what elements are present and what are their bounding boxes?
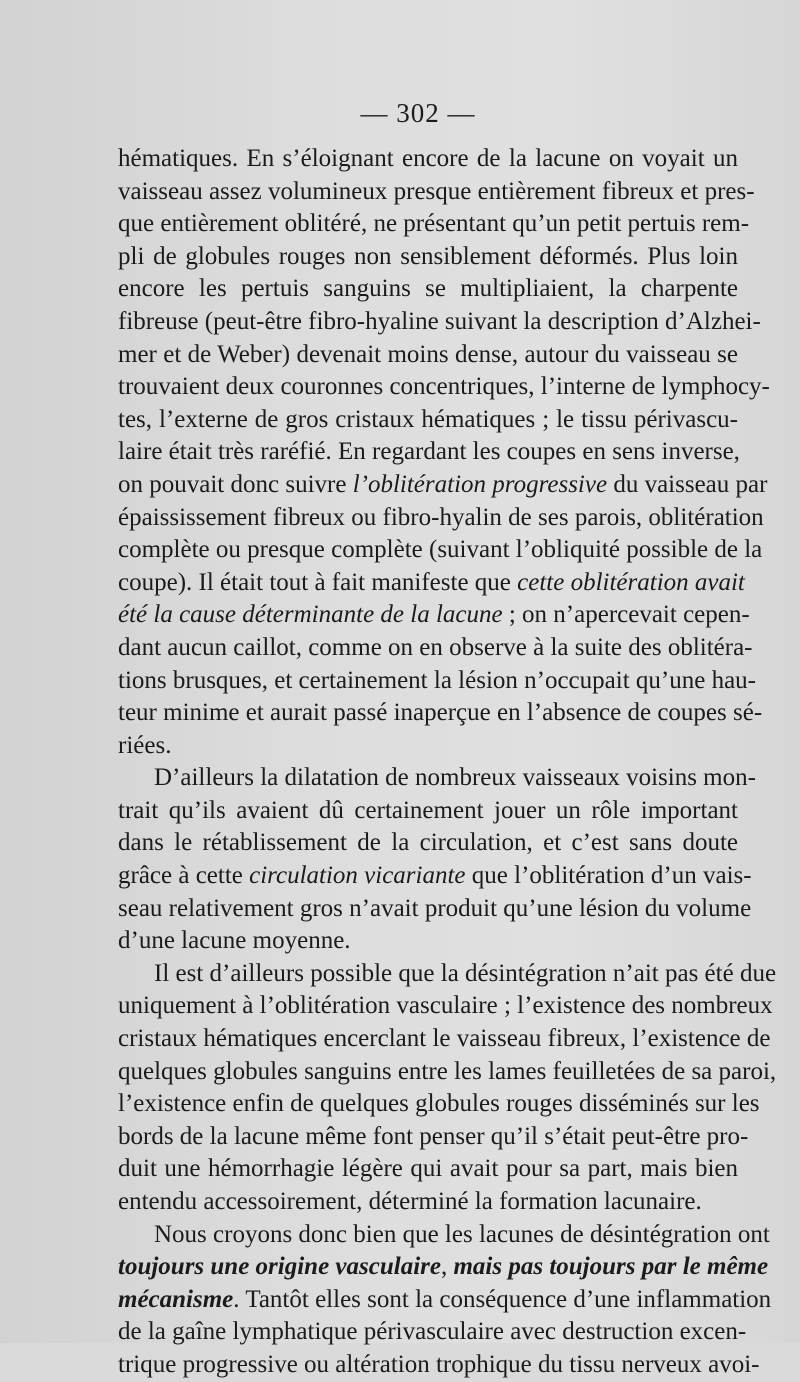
- text-line: [118, 1088, 760, 1121]
- text-line: [118, 1251, 769, 1284]
- text-run: D’ailleurs la dilatation de nombreux vaisseaux voisins mon-: [154, 764, 756, 792]
- text-line: [118, 1186, 738, 1219]
- text-line: [118, 860, 752, 893]
- text-line: [118, 1121, 749, 1154]
- text-run: ,: [440, 1253, 454, 1281]
- text-run: coupe). Il était tout à fait manifeste que: [118, 568, 518, 596]
- text-run: trait qu’ils avaient dû certainement jouer un rôle important: [118, 796, 738, 824]
- text-line: [118, 241, 738, 274]
- text-run: de la gaîne lymphatique périvasculaire avec destruction excen-: [118, 1318, 747, 1346]
- emphasis-run: mais pas toujours par le même: [453, 1253, 769, 1281]
- emphasis-run: été la cause déterminante de la lacune: [118, 601, 503, 629]
- text-line: [118, 1056, 777, 1089]
- emphasis-run: mécanisme: [118, 1285, 234, 1313]
- text-run: d’une lacune moyenne.: [118, 927, 351, 955]
- text-line: [118, 795, 738, 828]
- text-line: [118, 273, 738, 306]
- text-line: [118, 1153, 738, 1186]
- text-line: [118, 1316, 747, 1349]
- text-run: duit une hémorrhagie légère qui avait pour sa part, mais bien: [118, 1155, 738, 1183]
- text-line: [118, 176, 755, 209]
- text-run: tes, l’externe de gros cristaux hématiques ; le tissu périvascu-: [118, 405, 738, 433]
- text-run: que entièrement oblitéré, ne présentant qu’un petit pertuis rem-: [118, 210, 750, 238]
- text-line: [118, 306, 761, 339]
- text-run: hématiques. En s’éloignant encore de la lacune on voyait un: [118, 145, 738, 172]
- text-run: l’existence enfin de quelques globules rouges disséminés sur les: [118, 1090, 760, 1118]
- text-line: [118, 534, 763, 567]
- text-run: encore les pertuis sanguins se multipliaient, la charpente: [118, 275, 738, 303]
- text-line: [118, 469, 768, 502]
- text-run: ; on n’apercevait cepen-: [502, 601, 750, 629]
- text-line: [118, 502, 764, 535]
- text-line: [118, 990, 773, 1023]
- text-run: du vaisseau par: [607, 470, 768, 498]
- text-run: on pouvait donc suivre: [118, 470, 353, 498]
- text-line: [118, 925, 738, 958]
- text-run: grâce à cette: [118, 862, 250, 890]
- text-line: [118, 436, 738, 469]
- text-line: [118, 827, 738, 860]
- text-run: Nous croyons donc bien que les lacunes de désintégration ont: [154, 1220, 770, 1248]
- text-run: trique progressive ou altération trophique du tissu nerveux avoi-: [118, 1350, 760, 1378]
- text-run: dans le rétablissement de la circulation, et c’est sans doute: [118, 829, 738, 857]
- text-line: [118, 665, 756, 698]
- text-line: [118, 893, 752, 926]
- text-run: que l’oblitération d’un vais-: [465, 862, 752, 890]
- text-line: [118, 1023, 771, 1056]
- text-line: [118, 208, 750, 241]
- text-run: laire était très raréfié. En regardant les coupes en sens inverse,: [118, 438, 740, 466]
- text-line: [118, 404, 738, 437]
- emphasis-run: circulation vicariante: [249, 862, 466, 890]
- text-run: entendu accessoirement, déterminé la formation lacunaire.: [118, 1188, 702, 1215]
- text-line: [118, 762, 756, 795]
- text-run: . Tantôt elles sont la conséquence d’une inflammation: [233, 1285, 772, 1313]
- emphasis-run: toujours une origine vasculaire: [118, 1253, 441, 1281]
- text-run: fibreuse (peut-être fibro-hyaline suivant la description d’Alzhei-: [118, 307, 761, 335]
- page-number: — 302 —: [360, 98, 476, 128]
- emphasis-run: cette oblitération avait: [517, 568, 745, 596]
- text-run: pli de globules rouges non sensiblement déformés. Plus loin: [118, 242, 738, 270]
- text-line: [118, 371, 770, 404]
- text-run: Il est d’ailleurs possible que la désintégration n’ait pas été due: [154, 959, 777, 987]
- text-run: bords de la lacune même font penser qu’il s’était peut-être pro-: [118, 1122, 749, 1150]
- text-run: mer et de Weber) devenait moins dense, autour du vaisseau se: [118, 340, 738, 368]
- text-run: cristaux hématiques encerclant le vaisseau fibreux, l’existence de: [118, 1025, 771, 1053]
- text-line: [118, 730, 738, 763]
- text-run: uniquement à l’oblitération vasculaire ; l’existence des nombreux: [118, 992, 773, 1020]
- text-line: [118, 567, 745, 600]
- text-run: quelques globules sanguins entre les lames feuilletées de sa paroi,: [118, 1057, 777, 1085]
- text-run: complète ou presque complète (suivant l’obliquité possible de la: [118, 536, 763, 564]
- text-run: seau relativement gros n’avait produit qu’une lésion du volume: [118, 894, 752, 922]
- text-line: [118, 599, 750, 632]
- text-line: [118, 1349, 760, 1382]
- text-line: [118, 143, 738, 176]
- text-line: [118, 632, 753, 665]
- text-line: [118, 1284, 772, 1317]
- text-run: teur minime et aurait passé inaperçue en l’absence de coupes sé-: [118, 699, 763, 727]
- emphasis-run: l’oblitération progressive: [352, 470, 608, 498]
- body-text: [118, 143, 777, 1382]
- text-run: riées.: [118, 731, 172, 759]
- text-line: [118, 1219, 770, 1252]
- text-run: vaisseau assez volumineux presque entièrement fibreux et pres-: [118, 177, 755, 205]
- text-line: [118, 339, 738, 372]
- text-run: dant aucun caillot, comme on en observe à la suite des oblitéra-: [118, 633, 753, 661]
- text-line: [118, 958, 777, 991]
- text-run: épaississement fibreux ou fibro-hyalin de ses parois, oblitération: [118, 503, 764, 531]
- text-run: tions brusques, et certainement la lésion n’occupait qu’une hau-: [118, 666, 756, 694]
- text-run: trouvaient deux couronnes concentriques, l’interne de lymphocy-: [118, 373, 770, 401]
- text-line: [118, 697, 763, 730]
